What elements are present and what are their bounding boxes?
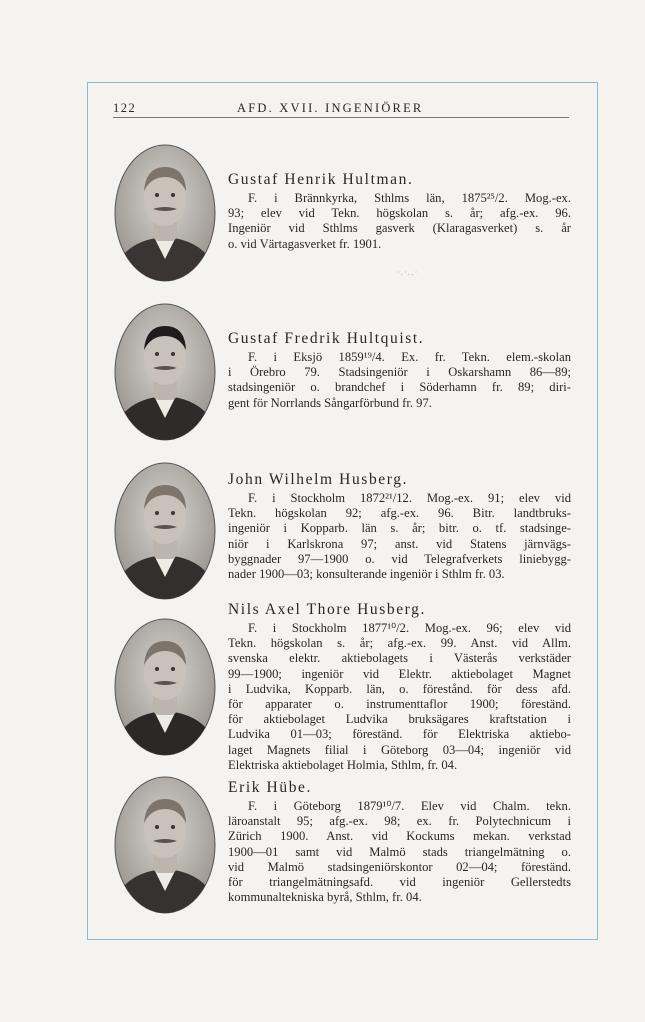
biography-line: F. i Stockholm 1877¹⁰/2. Mog.-ex. 96; elev vid — [248, 621, 571, 635]
biography-line: Zürich 1900. Anst. vid Kockums mekan. verkstad — [228, 829, 571, 844]
biography-line: svenska elektr. aktiebolagets i Västerås verkstäder — [228, 651, 571, 666]
person-name: Erik Hübe. — [228, 779, 313, 796]
biography-line: niör i Karlskrona 97; anst. vid Statens järnvägs- — [228, 536, 571, 551]
entry-text — [228, 601, 571, 773]
biography-line: F. i Göteborg 1879¹⁰/7. Elev vid Chalm. tekn. — [248, 799, 571, 813]
page-header — [113, 99, 569, 118]
biography-line: Ludvika 01—03; föreständ. för Elektriska aktiebo- — [228, 727, 571, 742]
biography-line: ingeniör i Kopparb. län s. år; bitr. o. tf. stadsinge- — [228, 521, 571, 536]
person-name: John Wilhelm Husberg. — [228, 471, 409, 488]
biography-line: kommunaltekniska byrå, Sthlm, fr. 04. — [228, 890, 422, 905]
biography-line: byggnader 97—1900 o. vid Telegrafverkets liniebygg- — [228, 551, 571, 566]
entry-text — [228, 779, 571, 905]
running-title: AFD. XVII. INGENIÖRER — [237, 101, 424, 115]
portrait-photo — [113, 461, 217, 601]
entry-text — [228, 171, 571, 252]
biography-line: för apparater o. instrumenttaflor 1900; föreständ. — [228, 696, 571, 711]
portrait-photo — [113, 143, 217, 283]
biography-line: i Ludvika, Kopparb. län, o. förestånd. för dess afd. — [228, 681, 571, 696]
biography-line: gent för Norrlands Sångarförbund fr. 97. — [228, 395, 432, 410]
biography-line: Tekn. högskolan s. år; afg.-ex. 99. Anst. vid Allm. — [228, 636, 571, 651]
biography-line: F. i Stockholm 1872²¹/12. Mog.-ex. 91; elev vid — [248, 491, 571, 505]
biography-line: för aktiebolaget Ludvika bruksägares kraftstation i — [228, 712, 571, 727]
entry-text — [228, 330, 571, 411]
portrait-photo — [113, 617, 217, 757]
biography-line: F. i Eksjö 1859¹⁹/4. Ex. fr. Tekn. elem.-skolan — [248, 350, 571, 364]
portrait-photo — [113, 775, 217, 915]
biography-line: Ingeniör vid Sthlms gasverk (Klaragasverket) s. år — [228, 221, 571, 236]
biography-line: i Örebro 79. Stadsingeniör i Oskarshamn 86—89; — [228, 365, 571, 380]
biography-line: Tekn. högskolan 92; afg.-ex. 96. Bitr. landtbruks- — [228, 506, 571, 521]
biography-line: laget Magnets filial i Göteborg 03—04; ingeniör vid — [228, 742, 571, 757]
biography-line: F. i Brännkyrka, Sthlms län, 1875²⁵/2. Mog.-ex. — [248, 191, 571, 205]
print-speck: ·.·..· — [397, 268, 419, 277]
person-name: Nils Axel Thore Husberg. — [228, 601, 426, 618]
biography-line: vid Malmö stadsingeniörskontor 02—04; föreständ. — [228, 859, 571, 874]
person-name: Gustaf Henrik Hultman. — [228, 171, 414, 188]
biography-line: 1900—01 samt vid Malmö stads triangelmätning o. — [228, 844, 571, 859]
biography-line: stadsingeniör o. brandchef i Söderhamn fr. 89; diri- — [228, 380, 571, 395]
biography-line: läroanstalt 95; afg.-ex. 98; ex. fr. Polytechnicum i — [228, 814, 571, 829]
portrait-photo — [113, 302, 217, 442]
biography-line: nader 1900—03; konsulterande ingeniör i Sthlm fr. 03. — [228, 566, 505, 581]
biography-line: o. vid Värtagasverket fr. 1901. — [228, 236, 382, 251]
page-number: 122 — [113, 101, 137, 115]
biography-line: 93; elev vid Tekn. högskolan s. år; afg.-ex. 96. — [228, 206, 571, 221]
person-name: Gustaf Fredrik Hultquist. — [228, 330, 425, 347]
entry-text — [228, 471, 571, 582]
biography-line: 99—1900; ingeniör vid Elektr. aktiebolaget Magnet — [228, 666, 571, 681]
biography-line: Elektriska aktiebolaget Holmia, Sthlm, fr. 04. — [228, 757, 458, 772]
biography-line: för triangelmätningsafd. vid ingeniör Gellerstedts — [228, 874, 571, 889]
